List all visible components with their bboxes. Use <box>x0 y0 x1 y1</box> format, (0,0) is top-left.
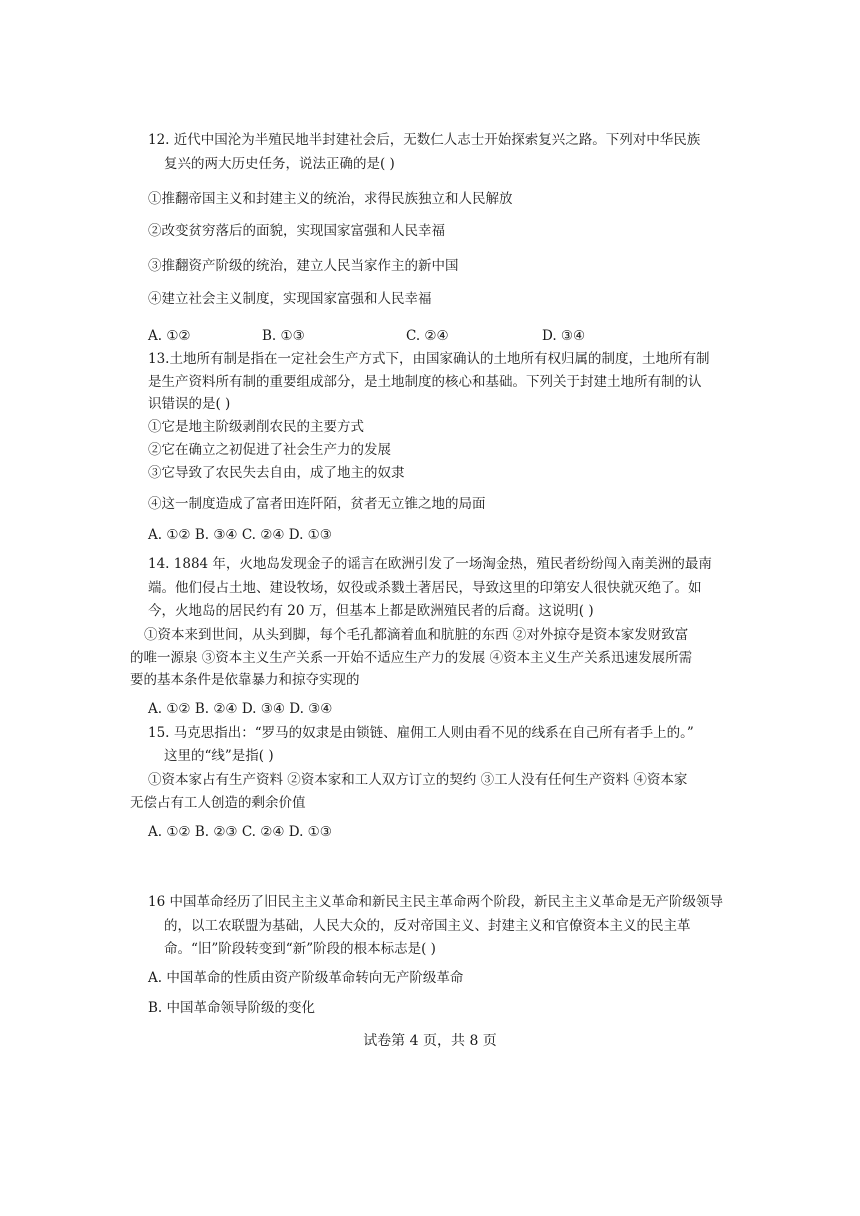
page-footer: 试卷第 4 页，共 8 页 <box>363 1033 497 1049</box>
q12-option-b: B. ①③ <box>262 328 305 344</box>
q12-option-c: C. ②④ <box>406 328 449 344</box>
q14-items-line1: ①资本来到世间，从头到脚，每个毛孔都滴着血和肮脏的东西 ②对外掠夺是资本家发财致富 <box>144 627 689 643</box>
q15-options: A. ①② B. ②③ C. ②④ D. ①③ <box>148 824 332 840</box>
q13-item-4: ④这一制度造成了富者田连阡陌，贫者无立锥之地的局面 <box>148 496 486 512</box>
q12-item-3: ③推翻资产阶级的统治，建立人民当家作主的新中国 <box>148 258 459 274</box>
q12-item-4: ④建立社会主义制度，实现国家富强和人民幸福 <box>148 291 432 307</box>
q14-stem-line1: 14. 1884 年，火地岛发现金子的谣言在欧洲引发了一场淘金热，殖民者纷纷闯入南美洲的最南 <box>148 556 712 572</box>
q16-stem-line3: 命。“旧”阶段转变到“新”阶段的根本标志是( ) <box>164 941 436 957</box>
q14-items-line3: 要的基本条件是依靠暴力和掠夺实现的 <box>130 672 360 688</box>
q12-option-d: D. ③④ <box>542 328 586 344</box>
q14-items-line2: 的唯一源泉 ③资本主义生产关系一开始不适应生产力的发展 ④资本主义生产关系迅速发展所需 <box>130 650 693 666</box>
q12-option-a: A. ①② <box>148 328 191 344</box>
q13-item-2: ②它在确立之初促进了社会生产力的发展 <box>148 442 391 458</box>
q12-stem-line1: 12. 近代中国沦为半殖民地半封建社会后，无数仁人志士开始探索复兴之路。下列对中华民族 <box>148 132 701 148</box>
q13-options: A. ①② B. ③④ C. ②④ D. ①③ <box>148 527 332 543</box>
q16-option-a: A. 中国革命的性质由资产阶级革命转向无产阶级革命 <box>148 970 464 986</box>
q15-items-line1: ①资本家占有生产资料 ②资本家和工人双方订立的契约 ③工人没有任何生产资料 ④资本家 <box>148 772 688 788</box>
q15-stem-line2: 这里的“线”是指( ) <box>164 748 274 764</box>
q15-stem-line1: 15. 马克思指出：“罗马的奴隶是由锁链、雇佣工人则由看不见的线系在自己所有者手上的。” <box>148 725 694 741</box>
q14-stem-line2: 端。他们侵占土地、建设牧场，奴役或杀戮土著居民，导致这里的印第安人很快就灭绝了。如 <box>148 580 702 596</box>
q13-item-1: ①它是地主阶级剥削农民的主要方式 <box>148 419 364 435</box>
q16-option-b: B. 中国革命领导阶级的变化 <box>148 1000 316 1016</box>
q14-options: A. ①② B. ②④ D. ③④ D. ③④ <box>148 701 333 717</box>
q12-item-1: ①推翻帝国主义和封建主义的统治，求得民族独立和人民解放 <box>148 191 513 207</box>
q13-stem-line3: 识错误的是( ) <box>148 396 231 412</box>
q16-stem-line2: 的，以工农联盟为基础，人民大众的，反对帝国主义、封建主义和官僚资本主义的民主革 <box>164 918 691 934</box>
q16-stem-line1: 16 中国革命经历了旧民主主义革命和新民主民主革命两个阶段，新民主主义革命是无产阶级领导 <box>148 894 723 910</box>
q12-item-2: ②改变贫穷落后的面貌，实现国家富强和人民幸福 <box>148 223 445 239</box>
q15-items-line2: 无偿占有工人创造的剩余价值 <box>130 795 306 811</box>
q13-stem-line1: 13.土地所有制是指在一定社会生产方式下，由国家确认的土地所有权归属的制度，土地所有制 <box>148 351 710 367</box>
q13-stem-line2: 是生产资料所有制的重要组成部分，是土地制度的核心和基础。下列关于封建土地所有制的认 <box>148 374 702 390</box>
q13-item-3: ③它导致了农民失去自由，成了地主的奴隶 <box>148 465 405 481</box>
q12-stem-line2: 复兴的两大历史任务，说法正确的是( ) <box>164 156 395 172</box>
q14-stem-line3: 今，火地岛的居民约有 20 万，但基本上都是欧洲殖民者的后裔。这说明( ) <box>148 603 594 619</box>
